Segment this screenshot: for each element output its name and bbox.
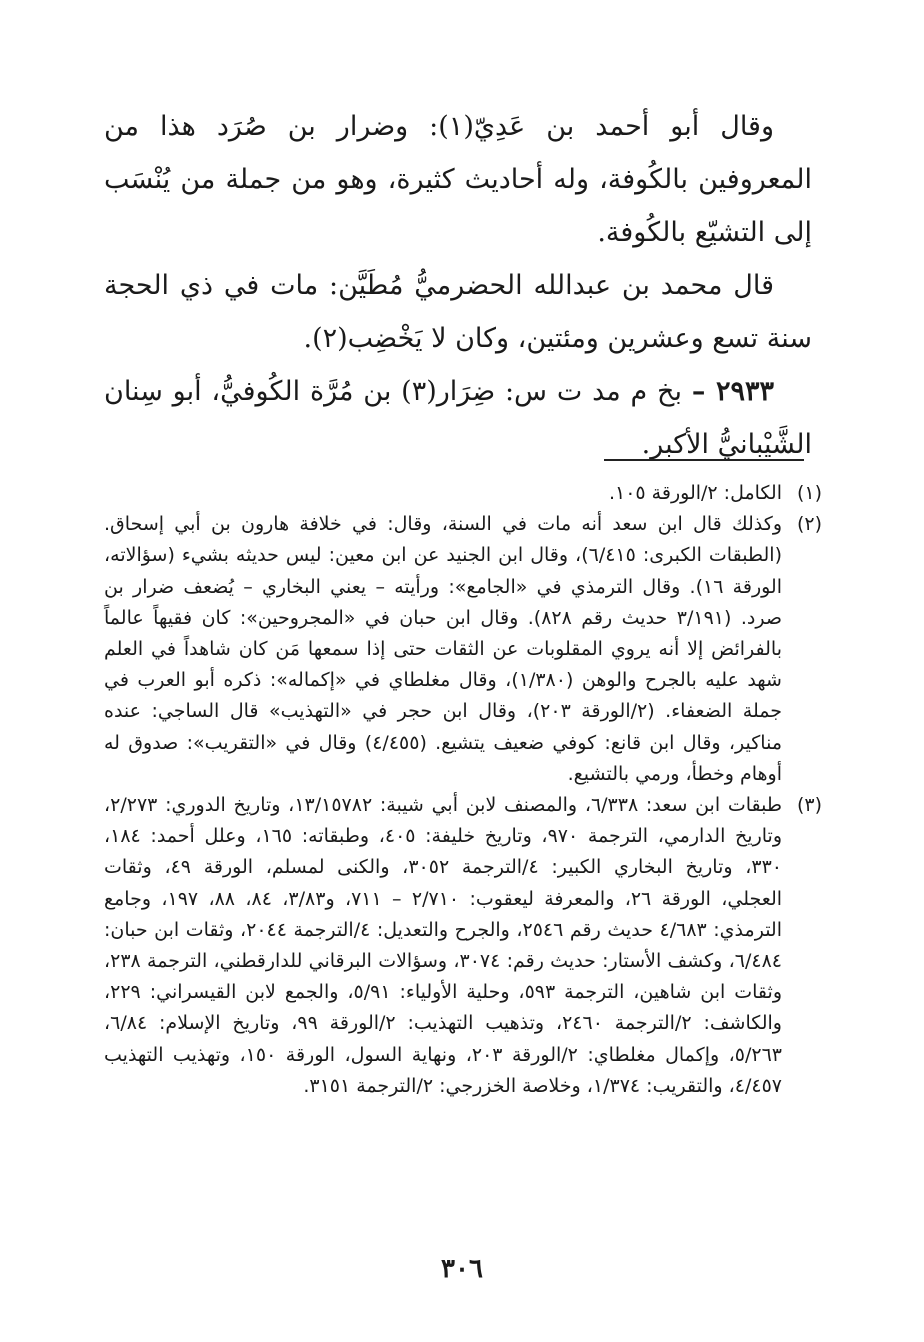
footnote-text: طبقات ابن سعد: ٦/٣٣٨، والمصنف لابن أبي شيبة: ١٣/١٥٧٨٢، وتاريخ الدوري: ٢/٢٧٣، وتاريخ الدارمي، الترجمة ٩٧٠، وتاريخ خليفة: ٤٠٥، وطبقاته: ١٦٥، وعلل أحمد: ١٨٤، ٣٣٠، وتاريخ البخاري الكبير: ٤/الترجمة ٣٠٥٢، والكنى لمسلم، الورقة ٤٩، وثقات العجلي، الورقة ٢٦، والمعرفة ليعقوب: ٢/٧١٠ – ٧١١، و٣/٨٣، ٨٤، ٨٨، ١٩٧، وجامع الترمذي: ٤/٦٨٣ حديث رقم ٢٥٤٦، والجرح والتعديل: ٤/الترجمة ٢٠٤٤، وثقات ابن حبان: ٦/٤٨٤، وكشف الأستار: حديث رقم: ٣٠٧٤، وسؤالات البرقاني للدارقطني، الترجمة ٢٣٨، وثقات ابن شاهين، الترجمة ٥٩٣، وحلية الأولياء: ٥/٩١، والجمع لابن القيسراني: ٢٢٩، والكاشف: ٢/الترجمة ٢٤٦٠، وتذهيب التهذيب: ٢/الورقة ٩٩، وتاريخ الإسلام: ٦/٨٤، ٥/٢٦٣، وإكمال مغلطاي: ٢/الورقة ٢٠٣، ونهاية السول، الورقة ١٥٠، وتهذيب التهذيب ٤/٤٥٧، والتقريب: ١/٣٧٤، وخلاصة الخزرجي: ٢/الترجمة ٣١٥١. [104,794,783,1097]
footnote-text: الكامل: ٢/الورقة ١٠٥. [608,482,782,504]
footnote-separator [604,459,804,461]
entry-text: بخ م مد ت س: ضِرَار(٣) بن مُرَّة الكُوفيُّ، أبو سِنان الشَّيْبانيُّ الأكبر. [104,376,812,460]
footnote-1 [104,478,822,509]
main-text [104,100,812,471]
footnote-2 [104,509,822,790]
entry-number: ٢٩٣٣ – [691,376,774,407]
paragraph-mutayyan: قال محمد بن عبدالله الحضرميُّ مُطَيَّن: مات في ذي الحجة سنة تسع وعشرين ومئتين، وكان لا يَخْضِب(٢). [104,270,812,354]
footnote-number: (٢) [796,513,822,536]
footnote-number: (٣) [796,794,822,817]
footnote-3 [104,790,822,1102]
entry-2933 [104,365,812,471]
footnote-number: (١) [796,482,822,504]
paragraph-ibn-adi: وقال أبو أحمد بن عَدِيّ(١): وضرار بن صُرَد هذا من المعروفين بالكُوفة، وله أحاديث كثيرة، وهو من جملة من يُنْسَب إلى التشيّع بالكُوفة. [104,111,812,248]
footnote-text: وكذلك قال ابن سعد أنه مات في السنة، وقال: في خلافة هارون بن أبي إسحاق. (الطبقات الكبرى: ٦/٤١٥)، وقال ابن الجنيد عن ابن معين: ليس حديثه بشيء (سؤالاته، الورقة ١٦). وقال الترمذي في «الجامع»: ورأيته – يعني البخاري – يُضعف ضرار بن صرد. (٣/١٩١ حديث رقم ٨٢٨). وقال ابن حبان في «المجروحين»: كان فقيهاً عالماً بالفرائض إلا أنه يروي المقلوبات عن الثقات حتى إذا سمعها مَن كان شاهداً في العلم شهد عليه بالجرح والوهن (١/٣٨٠)، وقال مغلطاي في «إكماله»: ذكره أبو العرب في جملة الضعفاء. (٢/الورقة ٢٠٣)، وقال ابن حجر في «التهذيب» قال الساجي: عنده مناكير، وقال ابن قانع: كوفي ضعيف يتشيع. (٤/٤٥٥) وقال في «التقريب»: صدوق له أوهام وخطأ، ورمي بالتشيع. [104,513,783,785]
footnotes [104,478,822,1102]
page-number: ٣٠٦ [441,1254,483,1284]
